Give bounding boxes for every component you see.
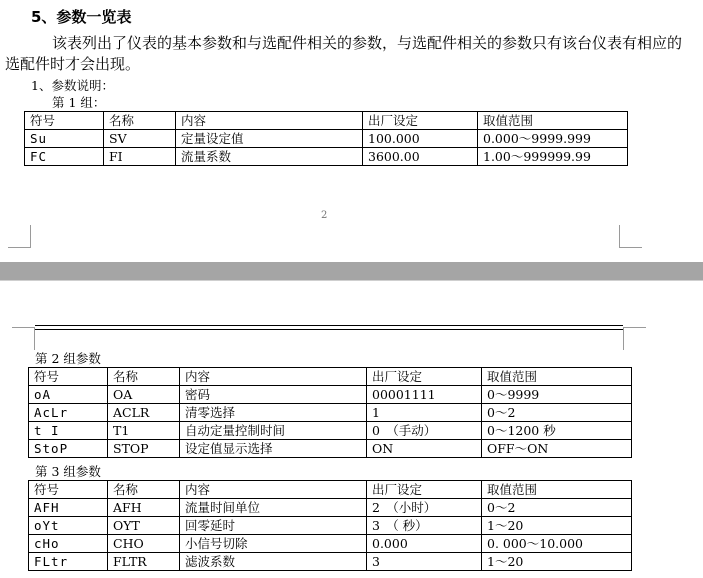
table-header-row	[25, 112, 628, 130]
param-content: 设定值显示选择	[180, 440, 367, 458]
header-rule	[35, 325, 623, 326]
table-row	[29, 499, 632, 517]
header-symbol: 符号	[29, 481, 108, 499]
param-symbol: t I	[29, 422, 108, 440]
param-name: FLTR	[108, 553, 180, 571]
param-name: ACLR	[108, 404, 180, 422]
page-corner-mark	[8, 225, 31, 248]
group1-table	[24, 111, 628, 166]
param-default: ON	[367, 440, 482, 458]
param-default: 100.000	[363, 130, 478, 148]
header-default: 出厂设定	[367, 481, 482, 499]
group3-table	[28, 480, 632, 571]
param-name: FI	[104, 148, 176, 166]
param-range: 0.000～9999.999	[478, 130, 628, 148]
header-symbol: 符号	[29, 368, 108, 386]
param-content: 自动定量控制时间	[180, 422, 367, 440]
header-rule	[35, 329, 623, 330]
table-row	[25, 130, 628, 148]
page-corner-mark	[12, 327, 35, 350]
param-name: SV	[104, 130, 176, 148]
param-default: 0 （手动）	[367, 422, 482, 440]
param-content: 流量系数	[176, 148, 363, 166]
param-content: 密码	[180, 386, 367, 404]
param-range: 0～9999	[482, 386, 632, 404]
param-name: OYT	[108, 517, 180, 535]
param-content: 定量设定值	[176, 130, 363, 148]
section-title: 5、参数一览表	[31, 8, 132, 26]
header-default: 出厂设定	[363, 112, 478, 130]
param-default: 3 （ 秒）	[367, 517, 482, 535]
param-symbol: FLtr	[29, 553, 108, 571]
table-row	[29, 553, 632, 571]
header-content: 内容	[180, 481, 367, 499]
param-range: 1.00～999999.99	[478, 148, 628, 166]
page-separator-edge	[0, 280, 703, 281]
param-default: 1	[367, 404, 482, 422]
param-symbol: oYt	[29, 517, 108, 535]
param-range: 0. 000～10.000	[482, 535, 632, 553]
table-row	[29, 535, 632, 553]
param-symbol: FC	[25, 148, 104, 166]
page-number: 2	[321, 210, 328, 221]
header-name: 名称	[108, 481, 180, 499]
param-content: 回零延时	[180, 517, 367, 535]
header-content: 内容	[176, 112, 363, 130]
param-symbol: cHo	[29, 535, 108, 553]
table-row	[29, 517, 632, 535]
param-default: 0.000	[367, 535, 482, 553]
param-name: STOP	[108, 440, 180, 458]
param-content: 小信号切除	[180, 535, 367, 553]
page-corner-mark	[623, 327, 646, 350]
header-name: 名称	[108, 368, 180, 386]
header-name: 名称	[104, 112, 176, 130]
header-symbol: 符号	[25, 112, 104, 130]
subheading: 1、参数说明：	[31, 78, 114, 93]
table-row	[25, 148, 628, 166]
group2-table	[28, 367, 632, 458]
table-row	[29, 422, 632, 440]
param-default: 2 （小时）	[367, 499, 482, 517]
param-content: 流量时间单位	[180, 499, 367, 517]
group1-title: 第 1 组：	[52, 95, 106, 110]
table-row	[29, 440, 632, 458]
group2-title: 第 2 组参数	[35, 351, 101, 366]
page-corner-mark	[619, 225, 642, 248]
header-content: 内容	[180, 368, 367, 386]
table-row	[29, 404, 632, 422]
param-name: CHO	[108, 535, 180, 553]
param-range: OFF～ON	[482, 440, 632, 458]
param-range: 1～20	[482, 553, 632, 571]
param-default: 00001111	[367, 386, 482, 404]
param-default: 3600.00	[363, 148, 478, 166]
table-row	[29, 386, 632, 404]
param-content: 滤波系数	[180, 553, 367, 571]
header-default: 出厂设定	[367, 368, 482, 386]
param-symbol: oA	[29, 386, 108, 404]
param-content: 清零选择	[180, 404, 367, 422]
param-range: 0～2	[482, 404, 632, 422]
param-range: 0～2	[482, 499, 632, 517]
header-range: 取值范围	[482, 368, 632, 386]
param-name: OA	[108, 386, 180, 404]
intro-text: 该表列出了仪表的基本参数和与选配件相关的参数，与选配件相关的参数只有该台仪表有相应的选配件时才会出现。	[5, 34, 683, 73]
param-symbol: AcLr	[29, 404, 108, 422]
param-default: 3	[367, 553, 482, 571]
header-range: 取值范围	[478, 112, 628, 130]
intro-paragraph	[5, 33, 695, 75]
group3-title: 第 3 组参数	[35, 464, 101, 479]
table-header-row	[29, 368, 632, 386]
param-symbol: Su	[25, 130, 104, 148]
param-range: 1～20	[482, 517, 632, 535]
page-separator	[0, 262, 703, 280]
param-name: T1	[108, 422, 180, 440]
param-symbol: AFH	[29, 499, 108, 517]
header-range: 取值范围	[482, 481, 632, 499]
param-name: AFH	[108, 499, 180, 517]
param-symbol: StoP	[29, 440, 108, 458]
param-range: 0～1200 秒	[482, 422, 632, 440]
table-header-row	[29, 481, 632, 499]
